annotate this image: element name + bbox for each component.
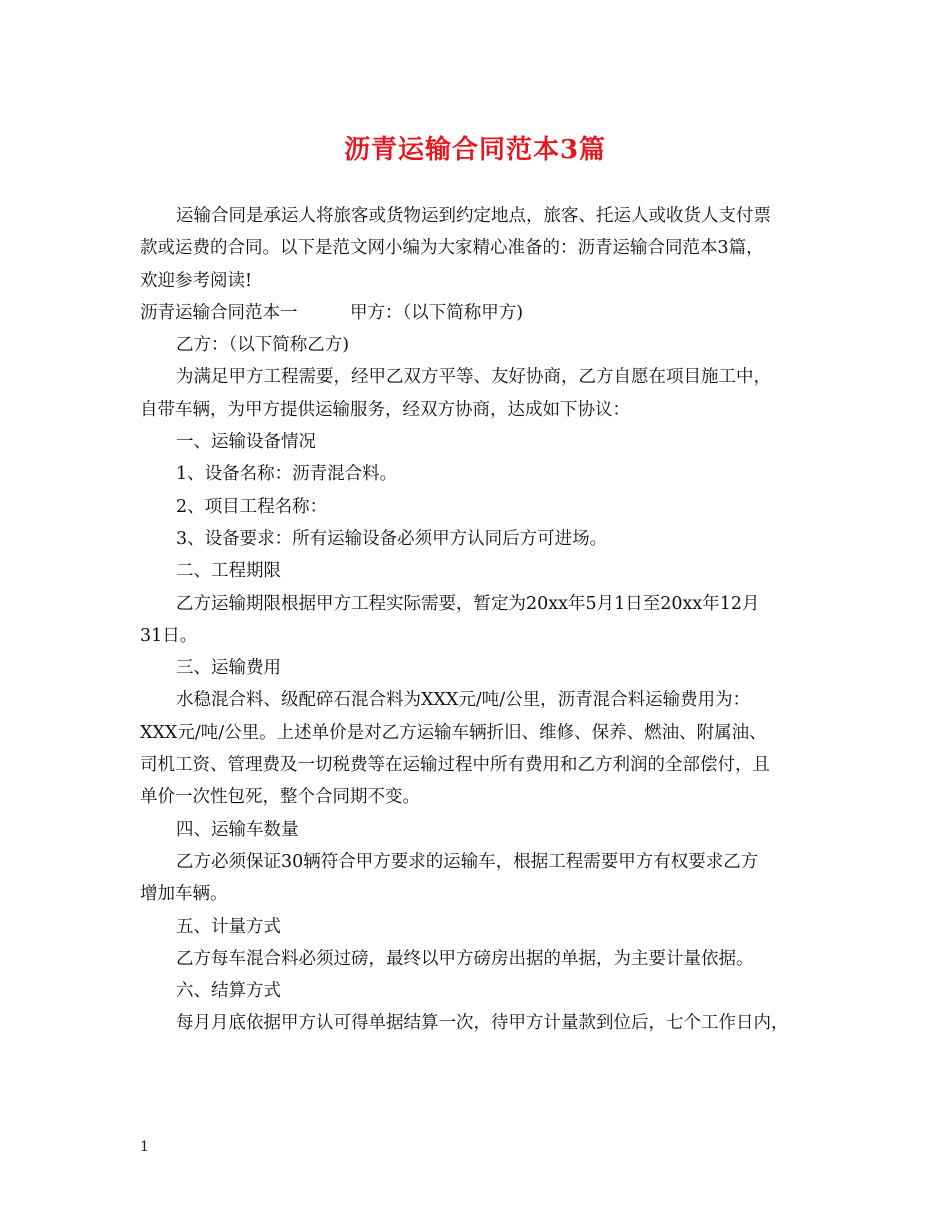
list-item: 1、设备名称：沥青混合料。 bbox=[176, 464, 398, 485]
paragraph-line: 31日。 bbox=[140, 625, 198, 646]
paragraph-line: 运输合同是承运人将旅客或货物运到约定地点，旅客、托运人或收货人支付票 bbox=[176, 206, 771, 226]
paragraph-line: XXX元/吨/公里。上述单价是对乙方运输车辆折旧、维修、保养、燃油、附属油、 bbox=[140, 722, 767, 743]
paragraph-line: 款或运费的合同。以下是范文网小编为大家精心准备的：沥青运输合同范本3篇， bbox=[140, 238, 764, 259]
list-item: 3、设备要求：所有运输设备必须甲方认同后方可进场。 bbox=[176, 528, 608, 549]
paragraph-line: 每月月底依据甲方认可得单据结算一次，待甲方计量款到位后，七个工作日内， bbox=[176, 1013, 789, 1034]
section-heading: 五、计量方式 bbox=[176, 916, 281, 937]
list-item: 2、项目工程名称： bbox=[176, 496, 328, 517]
section-heading: 一、运输设备情况 bbox=[176, 432, 316, 453]
paragraph-line: 增加车辆。 bbox=[140, 884, 228, 905]
document-title: 沥青运输合同范本3篇 bbox=[343, 135, 607, 165]
paragraph-line: 单价一次性包死，整个合同期不变。 bbox=[140, 787, 420, 808]
paragraph-line: 乙方：（以下简称乙方) bbox=[176, 335, 350, 356]
section-heading: 六、结算方式 bbox=[176, 981, 281, 1002]
page-number: 1 bbox=[140, 1139, 149, 1155]
paragraph-line: 欢迎参考阅读! bbox=[140, 270, 253, 291]
contract-heading-line: 沥青运输合同范本一 甲方：（以下简称甲方) bbox=[140, 302, 524, 323]
paragraph-line: 乙方必须保证30辆符合甲方要求的运输车，根据工程需要甲方有权要求乙方 bbox=[176, 851, 759, 872]
section-heading: 三、运输费用 bbox=[176, 658, 281, 679]
paragraph-line: 水稳混合料、级配碎石混合料为XXX元/吨/公里，沥青混合料运输费用为： bbox=[176, 690, 751, 711]
document-body bbox=[140, 200, 815, 1040]
section-heading: 四、运输车数量 bbox=[176, 819, 299, 840]
paragraph-line: 为满足甲方工程需要，经甲乙双方平等、友好协商，乙方自愿在项目施工中， bbox=[176, 367, 771, 388]
section-heading: 二、工程期限 bbox=[176, 561, 281, 582]
paragraph-line: 乙方运输期限根据甲方工程实际需要，暂定为20xx年5月1日至20xx年12月 bbox=[176, 593, 760, 614]
paragraph-line: 乙方每车混合料必须过磅，最终以甲方磅房出据的单据，为主要计量依据。 bbox=[176, 948, 754, 969]
paragraph-line: 司机工资、管理费及一切税费等在运输过程中所有费用和乙方利润的全部偿付，且 bbox=[140, 755, 770, 776]
paragraph-line: 自带车辆，为甲方提供运输服务，经双方协商，达成如下协议： bbox=[140, 399, 630, 420]
